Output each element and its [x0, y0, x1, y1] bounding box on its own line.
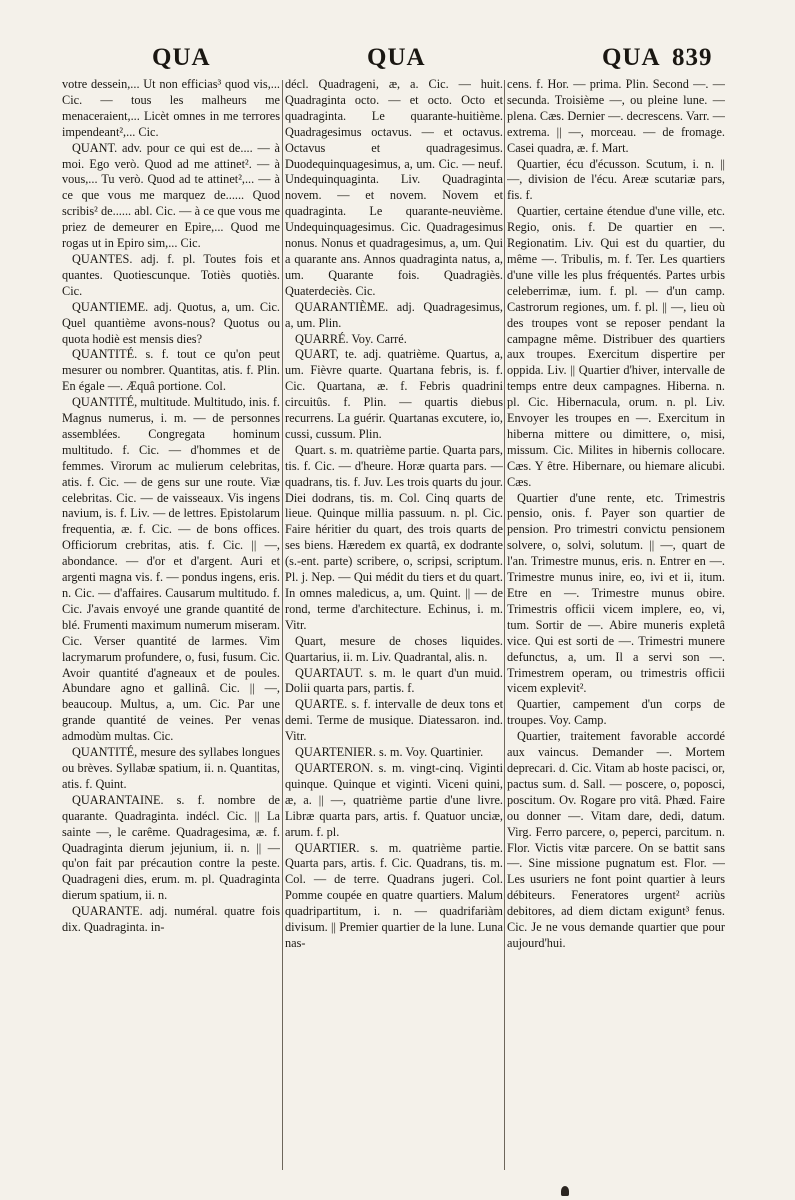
dictionary-entry: cens. f. Hor. — prima. Plin. Second —. — secunda. Troisième —, ou pleine lune. — plena. Cæs. Dernier —. decrescens. Varr. — extrema. || —, morceau. — de fromage. Casei quadra, æ. f. Mart. [507, 77, 725, 155]
dictionary-entry: QUARTERON. s. m. vingt-cinq. Viginti quinque. Quinque et viginti. Viceni quini, æ, a. || —, quatrième partie d'une livre. Libræ quarta pars, artis. f. Quatuor unciæ, arum. f. pl. [285, 760, 503, 839]
dictionary-entry: QUANTITÉ, multitude. Multitudo, inis. f. Magnus numerus, i. m. — de personnes assemblées. Congregata hominum multitudo. f. Cic. — d'hommes et de femmes. Virorum ac mulierum celebritas, atis. f. Cic. — de gens sur une route. Viæ celebritas. Cic. — de vaisseaux. Vis ingens navium, is. f. Liv. — de lettres. Epistolarum frequentia, æ. f. Cic. — de bons offices. Officiorum crebritas, atis. f. Cic. || —, abondance. — d'or et d'argent. Auri et argenti magna vis. f. — pondus ingens, eris. n. Cic. — d'affaires. Causarum multitudo. f. Cic. J'avais envoyé une grande quantité de blé. Frumenti maximum numerum miseram. Cic. Verser quantité de larmes. Vim lacrymarum profundere, o, fusi, fusum. Cic. Avoir quantité d'agneaux et de poules. Abundare agno et gallinâ. Cic. || —, beaucoup. Multus, a, um. Cic. Par une grande quantité de veines. Per venas admodùm multas. Cic. [62, 395, 280, 744]
dictionary-entry: votre dessein,... Ut non efficias³ quod vis,... Cic. — tous les malheurs me menaceraient,... Licèt omnes in me terrores impendeant²,... Cic. [62, 77, 280, 139]
dictionary-entry: QUANTES. adj. f. pl. Toutes fois et quantes. Quotiescunque. Totiès quotiès. Cic. [62, 251, 280, 298]
running-head [62, 44, 740, 76]
dictionary-entry: QUANTITÉ, mesure des syllabes longues ou brèves. Syllabæ spatium, ii. n. Quantitas, atis. f. Quint. [62, 745, 280, 791]
dictionary-entry: Quartier d'une rente, etc. Trimestris pensio, onis. f. Payer son quartier de pension. Pro trimestri convictu pensionem solvere, o, solvi, solutum. || —, quart de l'an. Trimestre munus, eris. n. Entrer en —. Trimestre munus inire, eo, ivi et ii, itum. Etre en —. Trimestre munus obire. Trimestris officii vicem implere, eo, vi, tum. Sortir de —. Abire muneris expletâ vice. Qui est sorti de —. Trimestri munere defunctus, a, um. Il a servi son —. Trimestrem operam, ou trimestris officii vicem explevit². [507, 490, 725, 696]
page-number: 839 [672, 44, 713, 71]
dictionary-entry: Quart. s. m. quatrième partie. Quarta pars, tis. f. Cic. — d'heure. Horæ quarta pars. — quadrans, tis. f. Juv. Les trois quarts du jour. Diei dodrans, tis. m. Col. Cinq quarts de lieue. Quinque millia passuum. n. pl. Cic. Faire héritier du quart, des trois quarts de ses biens. Hæredem ex quartâ, ex dodrante (s.-ent. parte) scribere, o, scripsi, scriptum. Pl. j. Nep. — Qui médit du tiers et du quart. In omnes maledicus, a, um. Quint. || — de rond, terme d'architecture. Echinus, i. m. Vitr. [285, 442, 503, 632]
dictionary-entry: Quart, mesure de choses liquides. Quartarius, ii. m. Liv. Quadrantal, alis. n. [285, 633, 503, 664]
dictionary-entry: QUANTITÉ. s. f. tout ce qu'on peut mesurer ou nombrer. Quantitas, atis. f. Plin. En égale —. Æquâ portione. Col. [62, 347, 280, 394]
dictionary-entry: QUARTIER. s. m. quatrième partie. Quarta pars, artis. f. Cic. Quadrans, tis. m. Col. — de terre. Quadrans jugeri. Col. Pomme coupée en quatre quartiers. Malum quadripartitum, i. n. — quadrifariàm divisum. || Premier quartier de la lune. Luna nas- [285, 840, 503, 950]
dictionary-entry: Quartier, traitement favorable accordé aux vaincus. Demander —. Mortem deprecari. d. Cic. Vitam ab hoste pacisci, or, pactus sum. d. Sall. — poscere, o, poposci, poscitum. Ov. Rogare pro vitâ. Phæd. Faire ou donner —. Vitam dare, dedi, datum. Virg. Ferro parcere, o, peperci, parcitum. n. Flor. Victis vitæ parcere. On se battit sans —. Sine missione pugnatum est. Flor. — Les usuriers ne font point quartier à leurs débiteurs. Feneratores urgent² acriùs debitores, ad diem dictam exigunt³ fenus. Cic. Je ne vous demande quartier que pour aujourd'hui. [507, 729, 725, 950]
column-divider [504, 80, 505, 1170]
dictionary-entry: QUARTENIER. s. m. Voy. Quartinier. [295, 745, 484, 760]
header-left-keyword: QUA [152, 44, 211, 71]
dictionary-entry: QUARTAUT. s. m. le quart d'un muid. Dolii quarta pars, partis. f. [285, 665, 503, 696]
header-center-keyword: QUA [367, 44, 426, 71]
dictionary-entry: QUARRÉ. Voy. Carré. [295, 331, 407, 346]
dictionary-entry: QUARANTAINE. s. f. nombre de quarante. Quadraginta. indécl. Cic. || La sainte —, le carême. Quadragesima, æ. f. Quadraginta dierum jejunium, ii. n. || — qu'on fait par précaution contre la peste. Quadrageni dies, erum. m. pl. Quadraginta dierum spatium, ii. n. [62, 792, 280, 903]
dictionary-entry: Quartier, écu d'écusson. Scutum, i. n. || —, division de l'écu. Areæ scutariæ pars, fis. f. [507, 156, 725, 203]
dictionary-entry: QUANT. adv. pour ce qui est de.... — à moi. Ego verò. Quod ad me attinet². — à vous,... Tu verò. Quod ad te attinet²,... — à ce que vous me marquez de...... Quod scribis² de...... abl. Cic. — à ce que vous me priez de demeurer en Epire,... Quod me rogas ut in Epiro sim,... Cic. [62, 140, 280, 251]
dictionary-entry: QUART, te. adj. quatrième. Quartus, a, um. Fièvre quarte. Quartana febris, is. f. Cic. Quartana, æ. f. Febris quadrini circuitûs. f. Plin. — quartis diebus recurrens. La guérir. Quartanas excutere, io, cussi, cussum. Plin. [285, 347, 503, 441]
dictionary-entry: Quartier, campement d'un corps de troupes. Voy. Camp. [507, 697, 725, 728]
dictionary-entry: Quartier, certaine étendue d'une ville, etc. Regio, onis. f. De quartier en —. Regionatim. Liv. Qui est du quartier, du même —. Tribulis, m. f. Ter. Les quartiers d'une ville les plus fréquentés. Partes urbis celeberrimæ, ium. f. pl. — d'un camp. Castrorum regiones, um. f. pl. || —, lieu où des troupes vont se reposer pendant la campagne même. Distribuer des quartiers aux troupes. Exercitum dispertire per oppida. Liv. || Quartier d'hiver, intervalle de temps entre deux campagnes. Hiberna. n. pl. Cic. Hibernacula, orum. n. pl. Liv. Envoyer les troupes en —. Exercitum in hiberna mittere ou dimittere, o, misi, missum. Cic. Milites in hibernis collocare. Cæs. Y être. Hibernare, ou hiemare alicubi. Cæs. [507, 204, 725, 489]
dictionary-entry: QUARANTE. adj. numéral. quatre fois dix. Quadraginta. in- [62, 904, 280, 935]
column-divider [282, 80, 283, 1170]
ink-blot [561, 1186, 569, 1196]
column-3 [507, 77, 725, 1177]
dictionary-entry: QUANTIEME. adj. Quotus, a, um. Cic. Quel quantième avons-nous? Quotus ou quota hodiè est mensis dies? [62, 299, 280, 346]
dictionary-entry: QUARTE. s. f. intervalle de deux tons et demi. Terme de musique. Diatessaron. ind. Vitr. [285, 697, 503, 744]
header-right-keyword: QUA [602, 44, 661, 71]
dictionary-entry: QUARANTIÈME. adj. Quadragesimus, a, um. Plin. [285, 299, 503, 330]
column-1 [62, 77, 280, 1177]
column-2 [285, 77, 503, 1177]
dictionary-entry: décl. Quadrageni, æ, a. Cic. — huit. Quadraginta octo. — et octo. Octo et quadraginta. Le quarante-huitième. Quadragesimus octavus. — et octavus. Octavus et quadragesimus. Duodequinquagesimus, a, um. Cic. — neuf. Undequinquaginta. Liv. Quadraginta novem. — et novem. Novem et quadraginta. Le quarante-neuvième. Undequinquagesimus. Cic. Quadragesimus nonus. Nonus et quadragesimus, a, um. Qui a quarante ans. Annos quadraginta natus, a, um. Quarante fois. Quadragiès. Quaterdeciès. Cic. [285, 77, 503, 298]
